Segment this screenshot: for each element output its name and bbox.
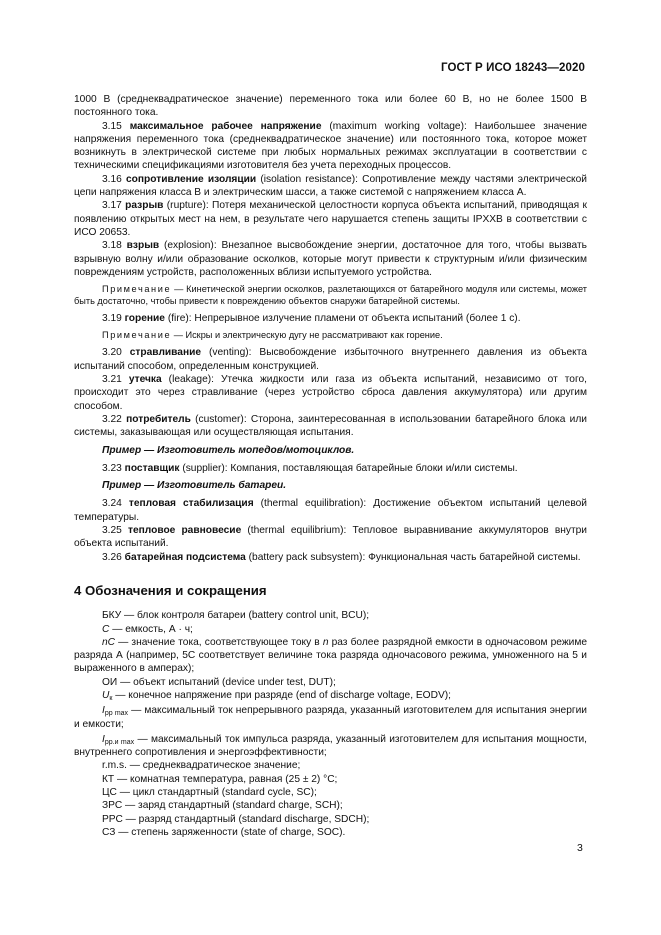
term-definition: (leakage): Утечка жидкости или газа из объекта испытаний, независимо от того, происходит это через стравливание (через устройство сброса давления аккумулятора) или другим способом.	[74, 374, 587, 412]
page-number: 3	[577, 842, 583, 854]
term-3-22	[74, 413, 587, 440]
term-name: стравливание	[129, 347, 202, 359]
term-number: 3.23	[102, 462, 122, 474]
example-3-22: Пример — Изготовитель мопедов/мотоциклов.	[102, 444, 355, 456]
term-3-16	[74, 173, 587, 200]
abbr-item: СЗ — степень заряженности (state of charge, SOC).	[102, 826, 346, 838]
continuation-paragraph: 1000 В (среднеквадратическое значение) переменного тока или более 60 В, но не более 1500 В постоянного тока.	[74, 94, 587, 119]
term-3-21	[74, 373, 587, 413]
abbreviations-list	[74, 609, 587, 839]
term-3-19	[74, 312, 587, 325]
term-3-26	[74, 551, 587, 564]
term-number: 3.20	[102, 347, 122, 359]
term-definition: (thermal equilibrium): Тепловое выравнивание аккумуляторов внутри объекта испытаний.	[74, 525, 587, 550]
abbr-item: ОИ — объект испытаний (device under test, DUT);	[102, 676, 336, 688]
symbol-n: n	[322, 636, 329, 648]
symbol: I	[102, 705, 105, 717]
term-definition: (venting): Высвобождение избыточного внутреннего давления из объекта испытаний способом, определенным конструкцией.	[74, 347, 587, 372]
abbr-item: КТ — комнатная температура, равная (25 ± 2) °С;	[102, 773, 338, 785]
term-name: максимальное рабочее напряжение	[129, 120, 322, 132]
term-definition: (rupture): Потеря механической целостности корпуса объекта испытаний, приводящая к появлению открытых мест на нем, в результате чего нарушается степень защиты IPXXB в соответствии с ИСО 20653.	[74, 200, 587, 238]
term-number: 3.22	[102, 413, 122, 425]
abbr-text: — значение тока, соответствующее току в	[115, 636, 323, 648]
term-definition: (thermal equilibration): Достижение объектом испытаний целевой температуры.	[74, 498, 587, 523]
symbol: I	[102, 733, 105, 745]
term-3-18	[74, 239, 587, 279]
term-definition: (maximum working voltage): Наибольшее значение напряжения переменного тока (среднеквадратическое значение) или постоянного тока, которое может возникнуть в электрической системе при любых нормальных режимах эксплуатации в соответствии с техническими спецификациями изготовителя без учета переходных процессов.	[74, 120, 587, 172]
page-content	[74, 93, 587, 839]
term-number: 3.18	[102, 240, 122, 252]
abbr-text: — максимальный ток импульса разряда, указанный изготовителем для испытания мощности, внутреннего сопротивления и энергоэффективности;	[74, 733, 588, 759]
term-number: 3.19	[102, 313, 122, 325]
abbr-text: раз более разрядной емкости в одночасовом режиме разряда А (например, 5C соответствует величине тока разряда одночасового режима, умноженного на 5 и выраженного в амперах);	[74, 636, 587, 675]
term-definition: (fire): Непрерывное излучение пламени от объекта испытаний (более 1 с).	[167, 313, 521, 325]
term-3-17	[74, 199, 587, 239]
term-name: батарейная подсистема	[124, 551, 246, 563]
term-number: 3.26	[102, 551, 122, 563]
abbr-item: БКУ — блок контроля батареи (battery control unit, BCU);	[102, 610, 370, 622]
term-name: потребитель	[126, 413, 191, 425]
term-3-24	[74, 497, 587, 524]
term-name: взрыв	[126, 240, 160, 252]
term-number: 3.15	[102, 120, 122, 132]
abbr-item: ЦС — цикл стандартный (standard cycle, SC);	[102, 787, 317, 799]
term-name: утечка	[128, 374, 162, 386]
abbr-item: ЗРС — заряд стандартный (standard charge, SCH);	[102, 800, 343, 812]
term-name: горение	[124, 313, 165, 325]
term-3-15	[74, 120, 587, 173]
term-name: поставщик	[124, 462, 180, 474]
abbr-item	[74, 623, 587, 636]
symbol-subscript: pp.и max	[104, 738, 135, 746]
abbr-item	[74, 689, 587, 702]
term-name: разрыв	[125, 200, 164, 212]
note-3-19	[74, 329, 587, 341]
note-label: Примечание	[102, 330, 172, 341]
term-name: тепловое равновесие	[127, 525, 242, 537]
term-definition: (isolation resistance): Сопротивление между частями электрической цепи напряжения класса В и электрическим шасси, а также системой с напряжением класса А.	[74, 173, 587, 199]
term-3-20	[74, 346, 587, 373]
note-text: — Кинетической энергии осколков, разлетающихся от батарейного модуля или системы, может быть достаточно, чтобы привести к повреждению объектов снаружи батарейной системы.	[74, 284, 587, 307]
abbr-item: РРС — разряд стандартный (standard discharge, SDCH);	[102, 813, 370, 825]
term-3-23	[74, 462, 587, 475]
term-definition: (supplier): Компания, поставляющая батарейные блоки и/или системы.	[182, 462, 518, 474]
abbr-item	[74, 636, 587, 676]
abbr-text: — емкость, А · ч;	[109, 623, 193, 635]
term-name: сопротивление изоляции	[126, 173, 257, 185]
term-number: 3.25	[102, 525, 122, 537]
abbr-text: — конечное напряжение при разряде (end of discharge voltage, EODV);	[112, 689, 451, 701]
abbr-text: — максимальный ток непрерывного разряда, указанный изготовителем для испытания энергии и емкости;	[74, 705, 587, 730]
note-text: — Искры и электрическую дугу не рассматривают как горение.	[171, 330, 443, 341]
note-3-18	[74, 283, 587, 307]
term-3-25	[74, 524, 587, 551]
symbol-subscript: pp max	[104, 710, 129, 718]
term-definition: (battery pack subsystem): Функциональная часть батарейной системы.	[248, 551, 581, 563]
symbol: U	[102, 689, 110, 701]
symbol-subscript: к	[109, 694, 113, 702]
term-definition: (explosion): Внезапное высвобождение энергии, достаточное для того, чтобы вызвать взрывную волну и/или образование осколков, которые могут привести к структурным и/или физическим повреждениям устройств, расположенных вблизи испытуемого устройства.	[74, 240, 587, 278]
term-number: 3.24	[102, 498, 122, 510]
term-name: тепловая стабилизация	[128, 498, 254, 510]
note-label: Примечание	[102, 284, 172, 295]
term-number: 3.17	[102, 200, 122, 212]
abbr-item	[74, 704, 587, 731]
term-definition: (customer): Сторона, заинтересованная в использовании батарейного блока или системы, заказывающая или осуществляющая испытания.	[74, 413, 587, 439]
abbr-item	[74, 733, 587, 760]
abbr-item: r.m.s. — среднеквадратическое значение;	[102, 760, 301, 772]
symbol: nC	[102, 636, 116, 648]
symbol: C	[102, 623, 110, 635]
term-number: 3.21	[102, 374, 122, 386]
document-header: ГОСТ Р ИСО 18243—2020	[440, 62, 585, 74]
term-number: 3.16	[102, 173, 122, 185]
example-3-23: Пример — Изготовитель батареи.	[102, 480, 287, 492]
section-heading: 4 Обозначения и сокращения	[74, 582, 267, 598]
